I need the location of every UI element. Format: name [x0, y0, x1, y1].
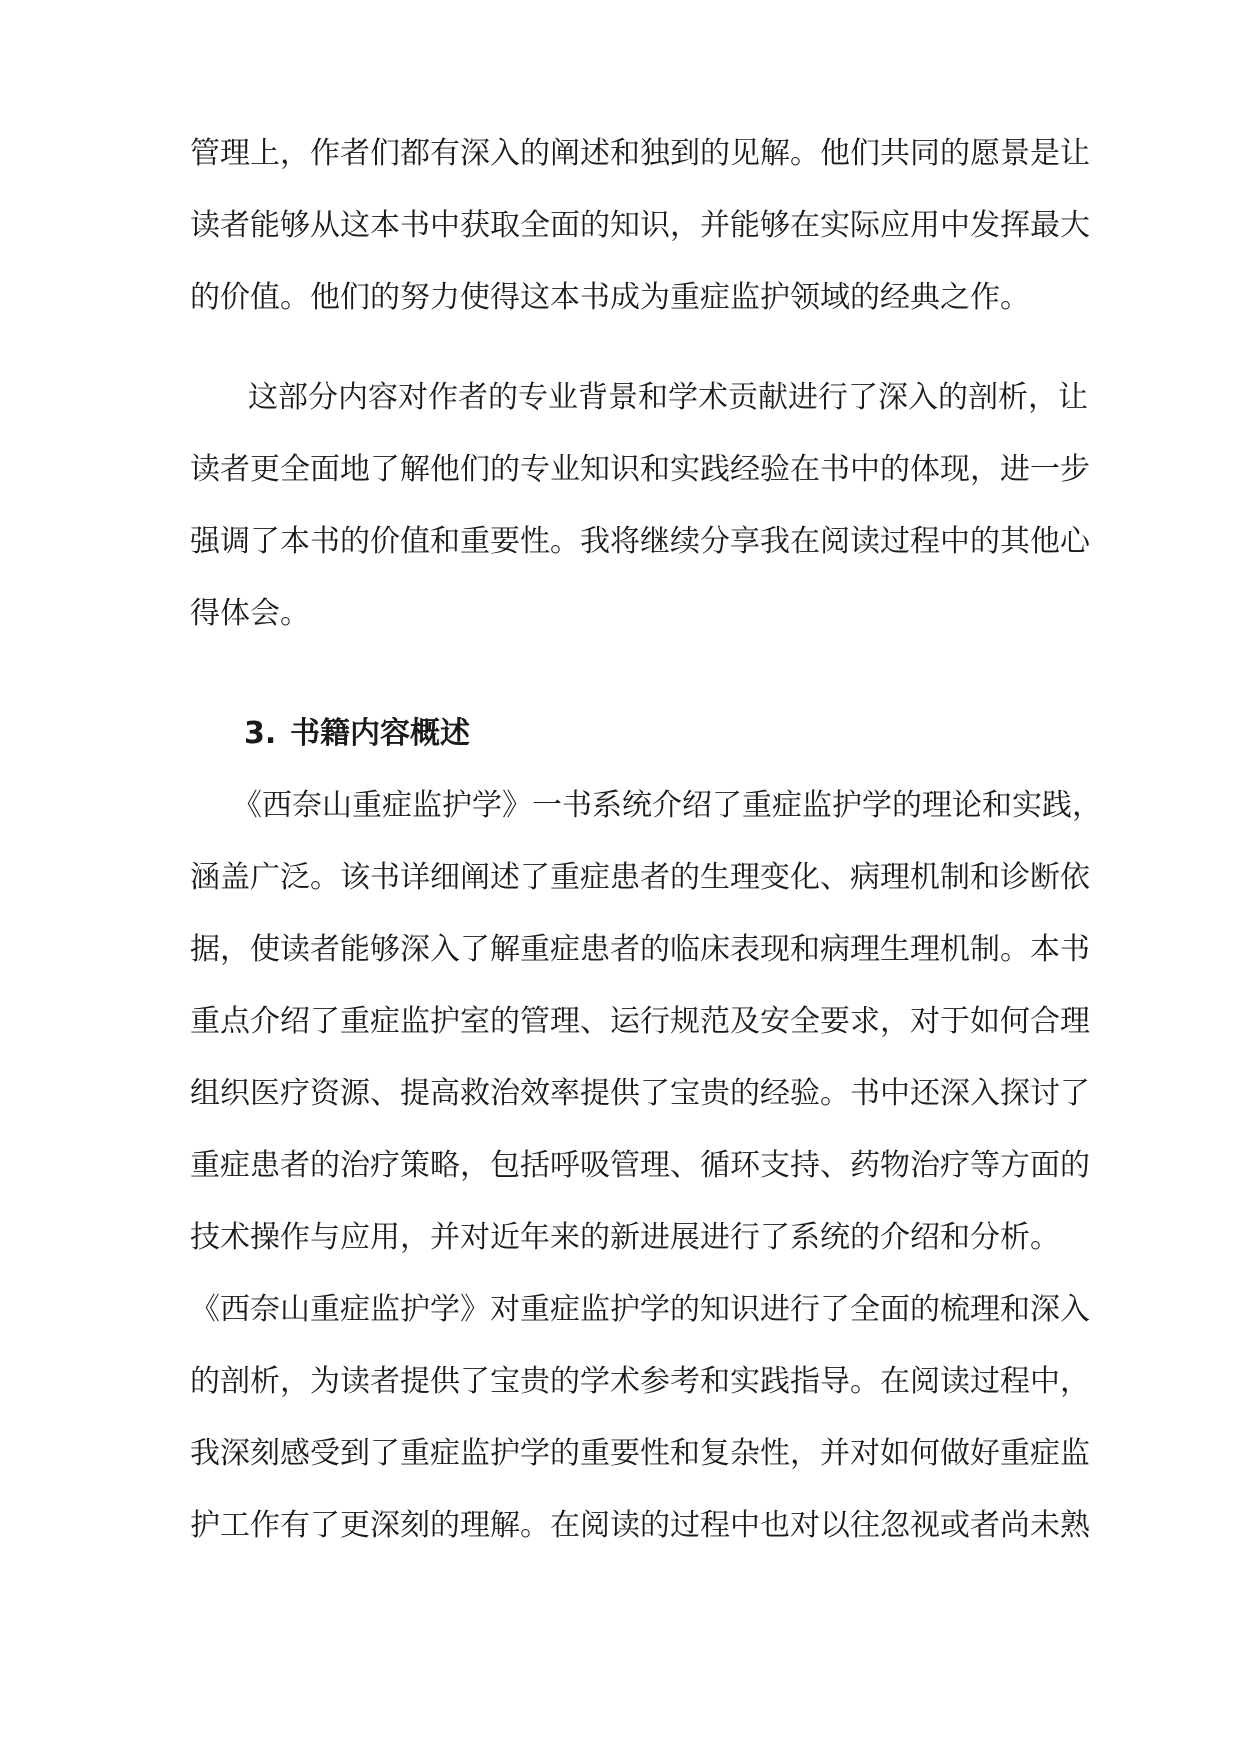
paragraph-3-line-3 [0, 930, 1241, 970]
paragraph-1-line-3 [0, 278, 1241, 318]
section-heading [0, 714, 1241, 754]
paragraph-3-line-7 [0, 1218, 1241, 1258]
paragraph-1-line-1 [0, 134, 1241, 174]
paragraph-3-line-9 [0, 1362, 1241, 1402]
paragraph-3-line-8-text: 《西奈山重症监护学》对重症监护学的知识进行了全面的梳理和深入 [190, 1292, 1090, 1327]
paragraph-3-line-2-text: 涵盖广泛。该书详细阐述了重症患者的生理变化、病理机制和诊断依 [190, 860, 1090, 895]
paragraph-1-line-1-text: 管理上，作者们都有深入的阐述和独到的见解。他们共同的愿景是让 [190, 136, 1090, 171]
section-heading-number: 3. [244, 716, 277, 751]
section-heading-title: 书籍内容概述 [290, 716, 470, 751]
paragraph-3-line-8 [0, 1290, 1241, 1330]
paragraph-3-line-11-text: 护工作有了更深刻的理解。在阅读的过程中也对以往忽视或者尚未熟 [190, 1508, 1090, 1543]
paragraph-1-line-3-text: 的价值。他们的努力使得这本书成为重症监护领域的经典之作。 [190, 280, 1030, 315]
paragraph-3-line-6-text: 重症患者的治疗策略，包括呼吸管理、循环支持、药物治疗等方面的 [190, 1148, 1090, 1183]
paragraph-2-line-1 [0, 378, 1241, 418]
paragraph-2-line-2-text: 读者更全面地了解他们的专业知识和实践经验在书中的体现，进一步 [190, 452, 1090, 487]
paragraph-3-line-3-text: 据，使读者能够深入了解重症患者的临床表现和病理生理机制。本书 [190, 932, 1090, 967]
paragraph-2-line-2 [0, 450, 1241, 490]
paragraph-3-line-6 [0, 1146, 1241, 1186]
paragraph-3-line-5 [0, 1074, 1241, 1114]
paragraph-3-line-5-text: 组织医疗资源、提高救治效率提供了宝贵的经验。书中还深入探讨了 [190, 1076, 1090, 1111]
paragraph-3-line-10 [0, 1434, 1241, 1474]
paragraph-2-line-4 [0, 594, 1241, 634]
paragraph-2-line-4-text: 得体会。 [190, 596, 310, 631]
paragraph-3-line-1-text: 《西奈山重症监护学》一书系统介绍了重症监护学的理论和实践， [232, 788, 1102, 823]
paragraph-2-line-3-text: 强调了本书的价值和重要性。我将继续分享我在阅读过程中的其他心 [190, 524, 1090, 559]
paragraph-3-line-9-text: 的剖析，为读者提供了宝贵的学术参考和实践指导。在阅读过程中， [190, 1364, 1090, 1399]
paragraph-3-line-4 [0, 1002, 1241, 1042]
paragraph-1-line-2 [0, 206, 1241, 246]
paragraph-3-line-7-text: 技术操作与应用，并对近年来的新进展进行了系统的介绍和分析。 [190, 1220, 1060, 1255]
paragraph-3-line-10-text: 我深刻感受到了重症监护学的重要性和复杂性，并对如何做好重症监 [190, 1436, 1090, 1471]
paragraph-1-line-2-text: 读者能够从这本书中获取全面的知识，并能够在实际应用中发挥最大 [190, 208, 1090, 243]
paragraph-3-line-4-text: 重点介绍了重症监护室的管理、运行规范及安全要求，对于如何合理 [190, 1004, 1090, 1039]
paragraph-3-line-1 [0, 786, 1241, 826]
paragraph-3-line-11 [0, 1506, 1241, 1546]
paragraph-2-line-1-text: 这部分内容对作者的专业背景和学术贡献进行了深入的剖析，让 [248, 380, 1088, 415]
paragraph-3-line-2 [0, 858, 1241, 898]
paragraph-2-line-3 [0, 522, 1241, 562]
